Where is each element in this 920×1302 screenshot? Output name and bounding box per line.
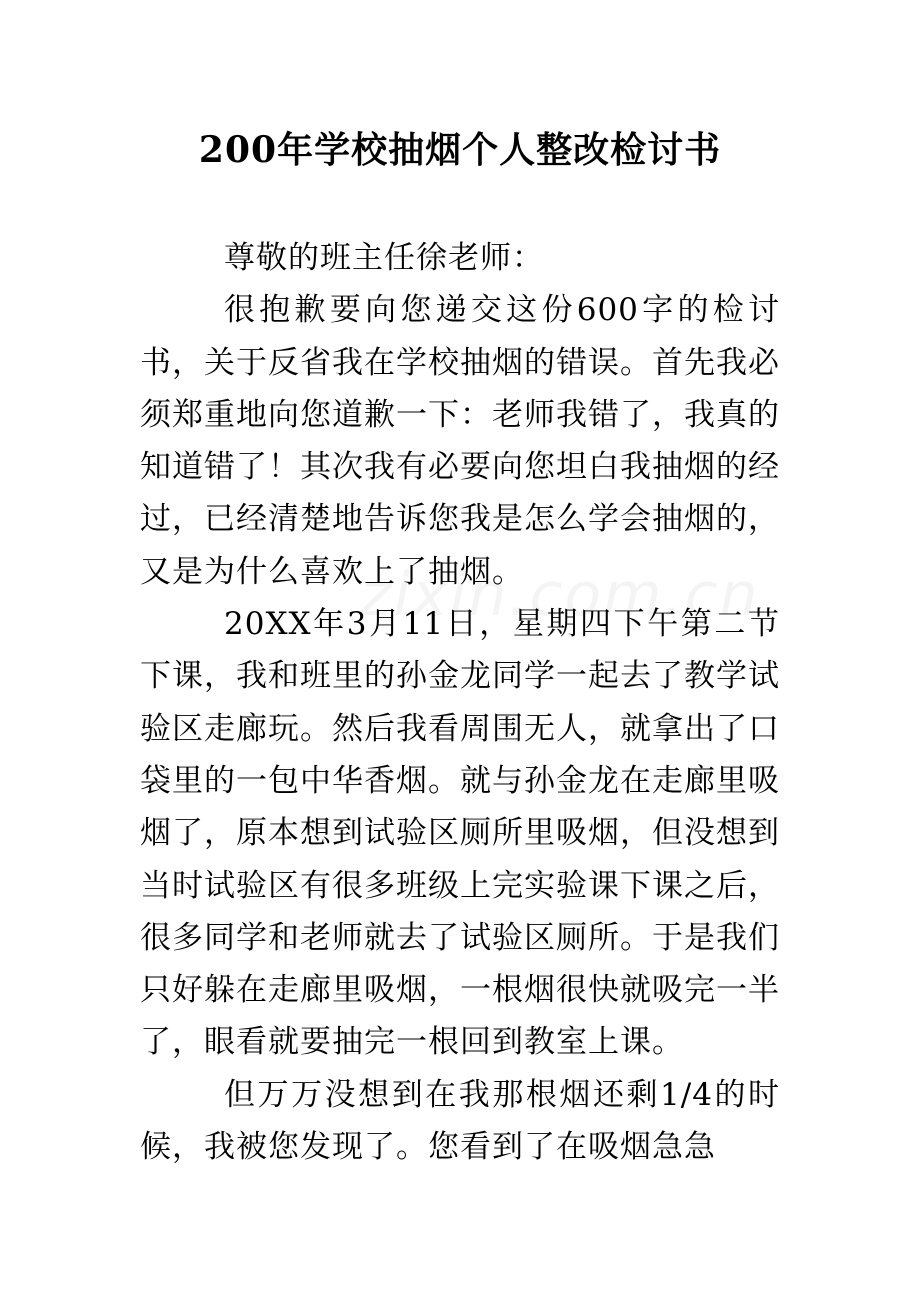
- document-title: 200年学校抽烟个人整改检讨书: [198, 129, 722, 171]
- paragraph-incident: 20XX年3月11日，星期四下午第二节下课，我和班里的孙金龙同学一起去了教学试验区走廊玩。然后我看周围无人，就拿出了口袋里的一包中华香烟。就与孙金龙在走廊里吸烟了，原本想到试验区厕所里吸烟，但没想到当时试验区有很多班级上完实验课下课之后，很多同学和老师就去了试验区厕所。于是我们只好躲在走廊里吸烟，一根烟很快就吸完一半了，眼看就要抽完一根回到教室上课。: [140, 606, 780, 1061]
- paragraph-apology: 很抱歉要向您递交这份600字的检讨书，关于反省我在学校抽烟的错误。首先我必须郑重地向您道歉一下：老师我错了，我真的知道错了！其次我有必要向您坦白我抽烟的经过，已经清楚地告诉您我是怎么学会抽烟的，又是为什么喜欢上了抽烟。: [140, 292, 780, 590]
- paragraph-discovered: 但万万没想到在我那根烟还剩1/4的时候，我被您发现了。您看到了在吸烟急急: [140, 1076, 780, 1166]
- salutation: 尊敬的班主任徐老师：: [224, 240, 544, 276]
- document-body: [140, 232, 780, 1173]
